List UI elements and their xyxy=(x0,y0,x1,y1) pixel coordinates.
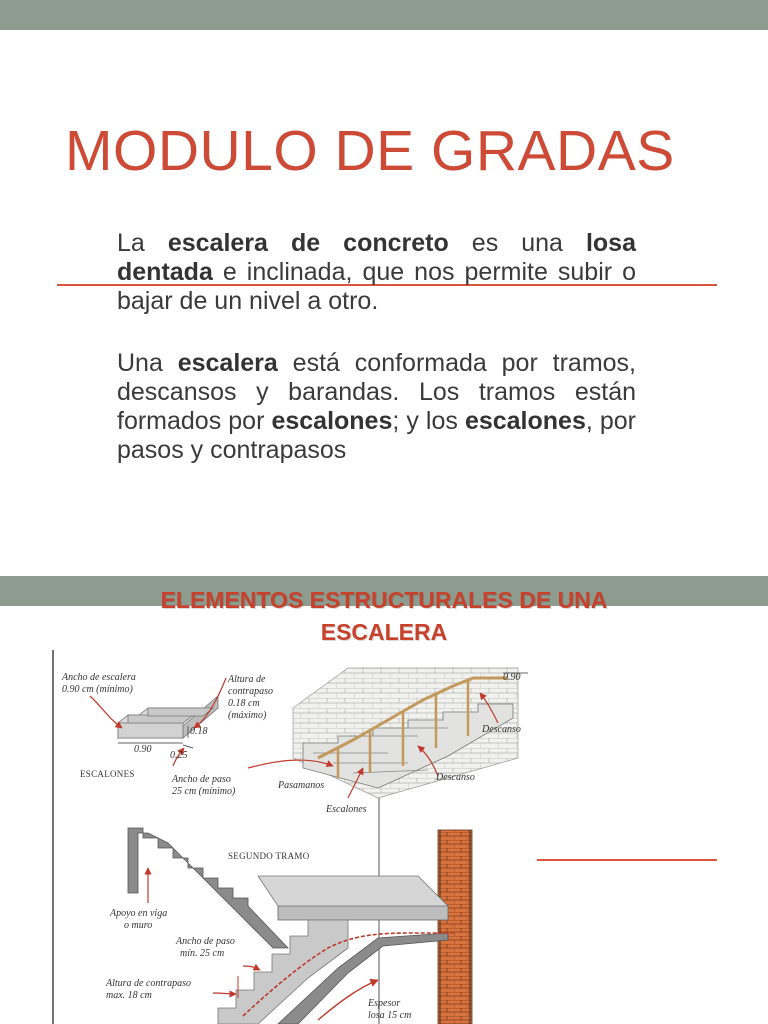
label-altura-contrapaso-line-4: (máximo) xyxy=(228,710,267,721)
label-altura-max-line-2: max. 18 cm xyxy=(106,990,152,1001)
para1-text-1: La xyxy=(117,229,168,257)
stair-diagram-drawing xyxy=(48,648,538,1024)
label-ancho-paso-line-2: 25 cm (mínimo) xyxy=(172,786,236,797)
para1-text-2: es una xyxy=(448,229,586,257)
para2-text-1: Una xyxy=(117,349,178,377)
label-dim-090-top: 0.90 xyxy=(503,672,521,683)
intro-paragraph xyxy=(117,229,636,316)
label-escalones: Escalones xyxy=(326,804,367,815)
label-apoyo-line-1: Apoyo en viga xyxy=(110,908,168,919)
label-espesor-line-1: Espesor xyxy=(368,998,401,1009)
para1-bold-1: escalera de concreto xyxy=(167,229,449,257)
label-ancho-paso-line-1: Ancho de paso xyxy=(172,774,231,785)
label-espesor-line-2: losa 15 cm xyxy=(368,1010,412,1021)
para2-bold-1: escalera xyxy=(177,349,278,377)
para2-bold-3: escalones xyxy=(464,407,586,435)
para2-text-3: ; y los xyxy=(392,407,465,435)
para2-bold-2: escalones xyxy=(271,407,393,435)
para1-bold-2: losa dentada xyxy=(117,229,636,286)
label-espesor xyxy=(368,998,411,1022)
section-title xyxy=(0,584,768,648)
label-ancho-paso-min xyxy=(176,936,235,960)
para1-text-3: e inclinada, que nos permite subir o bajar de un nivel a otro. xyxy=(117,258,636,315)
label-dim-025: 0.25 xyxy=(170,750,188,761)
label-pasamanos: Pasamanos xyxy=(278,780,325,791)
label-altura-contrapaso-line-1: Altura de xyxy=(228,674,266,685)
label-ancho-paso-min-line-1: Ancho de paso xyxy=(176,936,235,947)
label-ancho-escalera xyxy=(62,672,136,696)
label-apoyo-line-2: o muro xyxy=(124,920,153,931)
label-ancho-paso-min-line-2: mín. 25 cm xyxy=(180,948,225,959)
label-dim-018: 0.18 xyxy=(190,726,208,737)
label-altura-max-line-1: Altura de contrapaso xyxy=(106,978,191,989)
label-escalones-upper: ESCALONES xyxy=(80,769,135,779)
label-altura-contrapaso xyxy=(228,674,273,722)
section-title-line-2: ESCALERA xyxy=(320,619,448,645)
label-ancho-escalera-line-1: Ancho de escalera xyxy=(62,672,136,683)
label-ancho-paso xyxy=(172,774,235,798)
para2-text-4: , por pasos y contrapasos xyxy=(117,407,636,464)
label-descanso-right: Descanso xyxy=(482,724,521,735)
para2-text-2: está conformada por tramos, descansos y barandas. Los tramos están formados por xyxy=(117,349,636,435)
stair-elements-diagram xyxy=(48,648,538,1024)
label-segundo-tramo: SEGUNDO TRAMO xyxy=(228,851,310,861)
composition-paragraph xyxy=(117,349,636,465)
label-altura-contrapaso-line-2: contrapaso xyxy=(228,686,273,697)
label-altura-max xyxy=(106,978,191,1002)
label-dim-090: 0.90 xyxy=(134,744,152,755)
label-descanso-center: Descanso xyxy=(436,772,475,783)
top-accent-band xyxy=(0,0,768,30)
decorative-rule xyxy=(537,859,717,861)
label-apoyo xyxy=(110,908,167,932)
label-altura-contrapaso-line-3: 0.18 cm xyxy=(228,698,260,709)
section-title-line-1: ELEMENTOS ESTRUCTURALES DE UNA xyxy=(160,587,608,613)
label-ancho-escalera-line-2: 0.90 cm (mínimo) xyxy=(62,684,133,695)
slide-title: MODULO DE GRADAS xyxy=(65,119,675,183)
